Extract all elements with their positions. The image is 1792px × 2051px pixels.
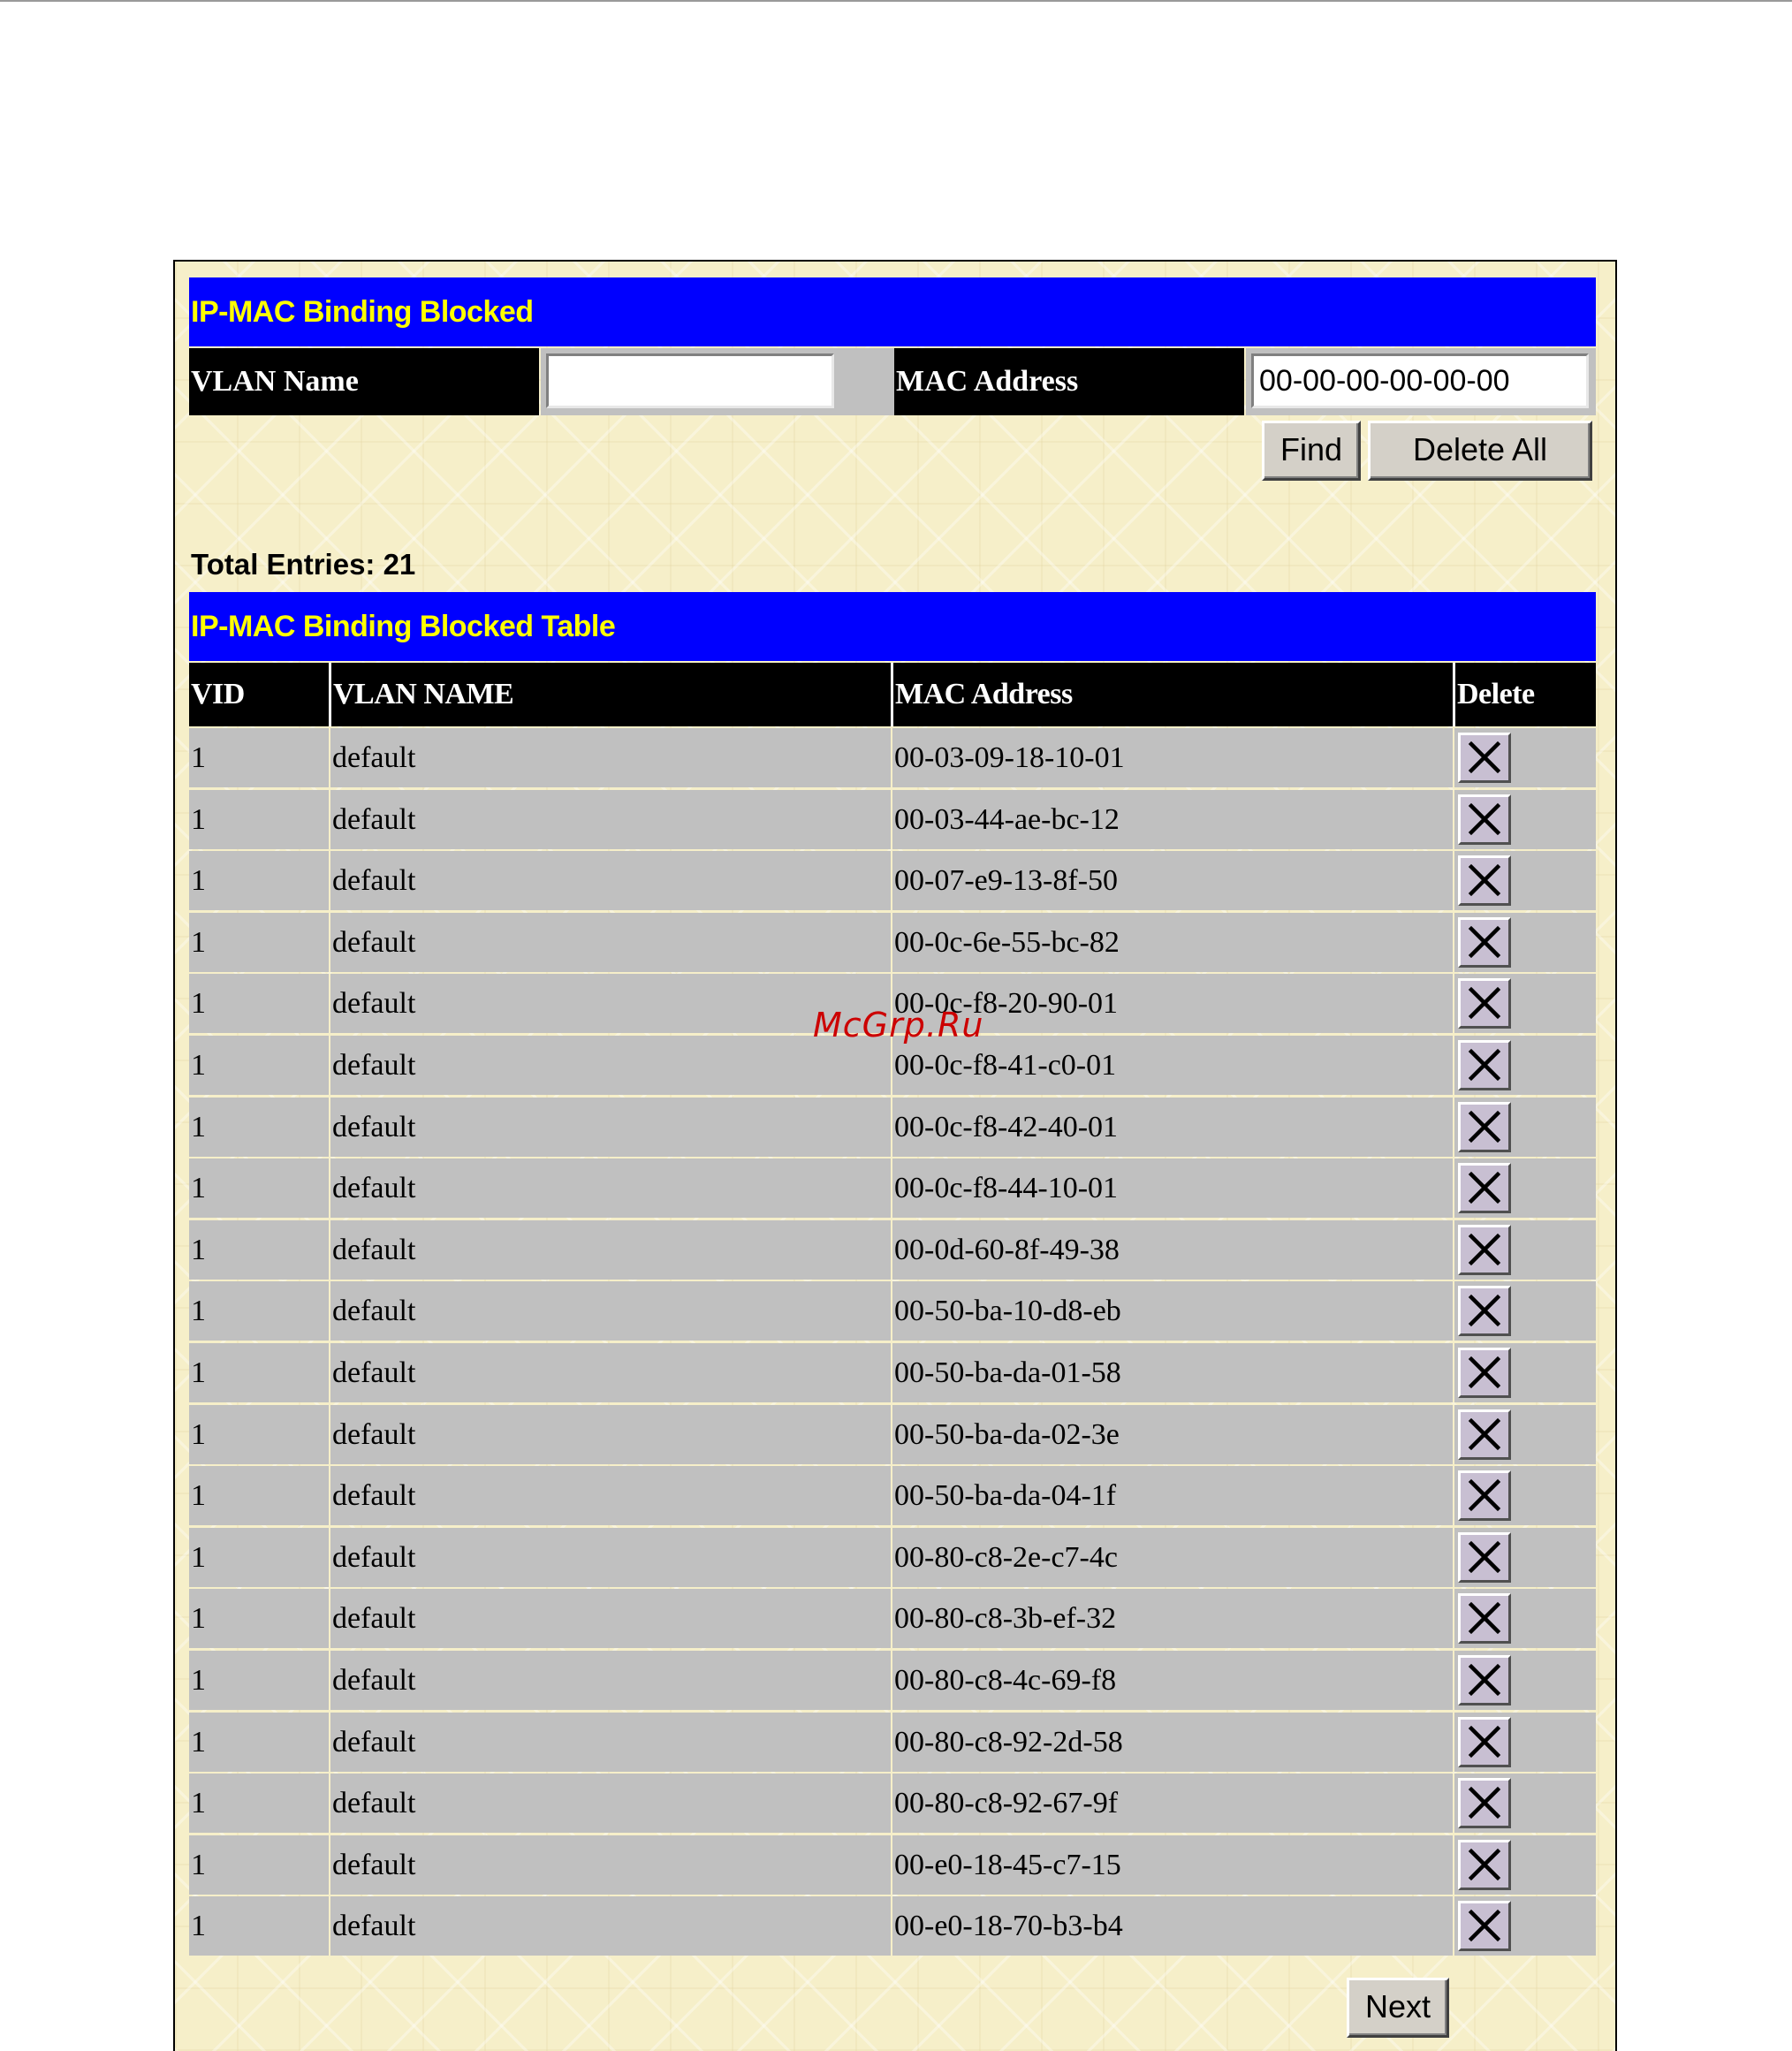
cell-vlan-name: default (329, 1651, 891, 1710)
cell-vlan-name: default (329, 1343, 891, 1402)
table-row (189, 728, 1596, 787)
cell-vid: 1 (191, 1295, 206, 1328)
delete-row-button[interactable] (1458, 1717, 1511, 1767)
cell-mac-address: 00-e0-18-70-b3-b4 (891, 1896, 1453, 1956)
cell-delete (1453, 1405, 1596, 1464)
mac-address-cell (1246, 348, 1596, 415)
cell-vlan-name: default (329, 1528, 891, 1587)
close-x-icon (1467, 1293, 1502, 1328)
cell-vlan-name: default (329, 1774, 891, 1833)
delete-row-button[interactable] (1458, 794, 1511, 845)
cell-mac-address: 00-0c-6e-55-bc-82 (891, 913, 1453, 972)
table-row (189, 790, 1596, 849)
close-x-icon (1467, 1847, 1502, 1882)
cell-vid: 1 (191, 1356, 206, 1389)
cell-mac-address: 00-80-c8-92-67-9f (891, 1774, 1453, 1833)
cell-vid: 1 (191, 1172, 206, 1205)
close-x-icon (1467, 1047, 1502, 1082)
close-x-icon (1467, 1785, 1502, 1820)
cell-mac-address: 00-0c-f8-44-10-01 (891, 1158, 1453, 1218)
cell-vid: 1 (191, 802, 206, 836)
cell-vid: 1 (191, 1233, 206, 1266)
close-x-icon (1467, 862, 1502, 898)
close-x-icon (1467, 1109, 1502, 1144)
delete-row-button[interactable] (1458, 1655, 1511, 1705)
table-row (189, 1036, 1596, 1095)
vlan-name-label: VLAN Name (189, 348, 539, 415)
table-row (189, 1589, 1596, 1648)
table-row (189, 1774, 1596, 1833)
cell-vid: 1 (191, 1540, 206, 1574)
table-header (189, 663, 1596, 726)
close-x-icon (1467, 801, 1502, 837)
cell-mac-address: 00-80-c8-4c-69-f8 (891, 1651, 1453, 1710)
cell-delete (1453, 1835, 1596, 1895)
cell-vid: 1 (191, 925, 206, 959)
cell-vlan-name: default (329, 1835, 891, 1895)
cell-vlan-name: default (329, 1220, 891, 1280)
table-row (189, 1528, 1596, 1587)
cell-mac-address: 00-0c-f8-42-40-01 (891, 1098, 1453, 1157)
delete-row-button[interactable] (1458, 978, 1511, 1029)
cell-mac-address: 00-e0-18-45-c7-15 (891, 1835, 1453, 1895)
delete-row-button[interactable] (1458, 917, 1511, 968)
cell-vid: 1 (191, 741, 206, 774)
close-x-icon (1467, 1539, 1502, 1575)
delete-row-button[interactable] (1458, 1532, 1511, 1583)
cell-vlan-name: default (329, 790, 891, 849)
cell-delete (1453, 1774, 1596, 1833)
cell-vid: 1 (191, 1725, 206, 1759)
cell-delete (1453, 1466, 1596, 1525)
delete-row-button[interactable] (1458, 1225, 1511, 1275)
mac-address-label: MAC Address (894, 348, 1244, 415)
cell-vid: 1 (191, 1479, 206, 1513)
cell-vid: 1 (191, 1048, 206, 1082)
cell-mac-address: 00-03-44-ae-bc-12 (891, 790, 1453, 849)
cell-vlan-name: default (329, 1896, 891, 1956)
table-row (189, 1158, 1596, 1218)
table-body (189, 728, 1596, 1958)
delete-row-button[interactable] (1458, 1348, 1511, 1398)
delete-row-button[interactable] (1458, 1840, 1511, 1890)
cell-mac-address: 00-80-c8-3b-ef-32 (891, 1589, 1453, 1648)
cell-delete (1453, 1589, 1596, 1648)
cell-vlan-name: default (329, 1589, 891, 1648)
cell-vlan-name: default (329, 913, 891, 972)
cell-delete (1453, 1651, 1596, 1710)
delete-row-button[interactable] (1458, 1286, 1511, 1336)
find-button[interactable]: Find (1262, 421, 1361, 481)
table-row (189, 1835, 1596, 1895)
table-row (189, 913, 1596, 972)
close-x-icon (1467, 1908, 1502, 1943)
cell-vlan-name: default (329, 1098, 891, 1157)
table-row (189, 1220, 1596, 1280)
cell-vlan-name: default (329, 1158, 891, 1218)
delete-row-button[interactable] (1458, 1163, 1511, 1213)
cell-delete (1453, 790, 1596, 849)
cell-delete (1453, 1281, 1596, 1341)
cell-vlan-name: default (329, 1036, 891, 1095)
close-x-icon (1467, 1662, 1502, 1698)
cell-vlan-name: default (329, 851, 891, 910)
cell-vid: 1 (191, 1910, 206, 1943)
cell-mac-address: 00-07-e9-13-8f-50 (891, 851, 1453, 910)
delete-row-button[interactable] (1458, 1470, 1511, 1521)
watermark-text: McGrp.Ru (813, 1006, 984, 1044)
cell-delete (1453, 1713, 1596, 1772)
cell-vid: 1 (191, 1663, 206, 1697)
table-row (189, 1713, 1596, 1772)
vlan-name-input[interactable] (546, 353, 834, 408)
next-button[interactable]: Next (1347, 1978, 1449, 2038)
close-x-icon (1467, 1600, 1502, 1636)
delete-row-button[interactable] (1458, 1040, 1511, 1090)
cell-vid: 1 (191, 1602, 206, 1636)
cell-delete (1453, 913, 1596, 972)
delete-all-button[interactable]: Delete All (1368, 421, 1592, 481)
close-x-icon (1467, 1355, 1502, 1390)
cell-vlan-name: default (329, 1405, 891, 1464)
table-row (189, 1098, 1596, 1157)
cell-mac-address: 00-0d-60-8f-49-38 (891, 1220, 1453, 1280)
cell-vlan-name: default (329, 974, 891, 1033)
cell-mac-address: 00-50-ba-da-02-3e (891, 1405, 1453, 1464)
close-x-icon (1467, 1477, 1502, 1513)
cell-delete (1453, 1036, 1596, 1095)
delete-row-button[interactable] (1458, 733, 1511, 783)
close-x-icon (1467, 1417, 1502, 1452)
close-x-icon (1467, 985, 1502, 1021)
vlan-name-cell (541, 348, 894, 415)
top-divider (0, 0, 1792, 2)
table-title: IP-MAC Binding Blocked Table (189, 592, 1596, 661)
delete-row-button[interactable] (1458, 1102, 1511, 1152)
header-vid: VID (191, 678, 245, 710)
search-form-row (189, 348, 1596, 415)
cell-delete (1453, 1098, 1596, 1157)
table-row (189, 851, 1596, 910)
table-row (189, 1343, 1596, 1402)
cell-vid: 1 (191, 864, 206, 898)
delete-row-button[interactable] (1458, 855, 1511, 906)
cell-delete (1453, 974, 1596, 1033)
close-x-icon (1467, 740, 1502, 775)
header-vlan-name: VLAN NAME (329, 663, 891, 726)
ip-mac-binding-blocked-panel (173, 260, 1617, 2051)
table-row (189, 1405, 1596, 1464)
cell-vlan-name: default (329, 1713, 891, 1772)
cell-mac-address: 00-0c-f8-20-90-01 (891, 974, 1453, 1033)
table-row (189, 1896, 1596, 1956)
cell-vid: 1 (191, 1110, 206, 1143)
cell-delete (1453, 851, 1596, 910)
close-x-icon (1467, 924, 1502, 960)
delete-row-button[interactable] (1458, 1778, 1511, 1828)
table-row (189, 1281, 1596, 1341)
cell-mac-address: 00-03-09-18-10-01 (891, 728, 1453, 787)
cell-delete (1453, 1528, 1596, 1587)
cell-mac-address: 00-50-ba-da-01-58 (891, 1343, 1453, 1402)
header-mac-address: MAC Address (891, 663, 1453, 726)
cell-mac-address: 00-80-c8-92-2d-58 (891, 1713, 1453, 1772)
cell-vlan-name: default (329, 728, 891, 787)
close-x-icon (1467, 1232, 1502, 1267)
delete-row-button[interactable] (1458, 1409, 1511, 1460)
cell-delete (1453, 1343, 1596, 1402)
cell-vlan-name: default (329, 1281, 891, 1341)
cell-vid: 1 (191, 1848, 206, 1881)
header-delete: Delete (1453, 663, 1596, 726)
cell-delete (1453, 728, 1596, 787)
cell-vid: 1 (191, 1417, 206, 1451)
cell-mac-address: 00-0c-f8-41-c0-01 (891, 1036, 1453, 1095)
cell-vid: 1 (191, 1787, 206, 1820)
mac-address-input[interactable] (1251, 353, 1589, 408)
cell-delete (1453, 1896, 1596, 1956)
cell-mac-address: 00-80-c8-2e-c7-4c (891, 1528, 1453, 1587)
close-x-icon (1467, 1170, 1502, 1205)
close-x-icon (1467, 1724, 1502, 1759)
cell-mac-address: 00-50-ba-10-d8-eb (891, 1281, 1453, 1341)
cell-vid: 1 (191, 987, 206, 1021)
delete-row-button[interactable] (1458, 1901, 1511, 1951)
table-row (189, 1651, 1596, 1710)
table-row (189, 1466, 1596, 1525)
cell-delete (1453, 1158, 1596, 1218)
cell-vlan-name: default (329, 1466, 891, 1525)
cell-delete (1453, 1220, 1596, 1280)
blocked-form-title: IP-MAC Binding Blocked (189, 277, 1596, 346)
delete-row-button[interactable] (1458, 1593, 1511, 1644)
total-entries: Total Entries: 21 (191, 548, 416, 581)
cell-mac-address: 00-50-ba-da-04-1f (891, 1466, 1453, 1525)
